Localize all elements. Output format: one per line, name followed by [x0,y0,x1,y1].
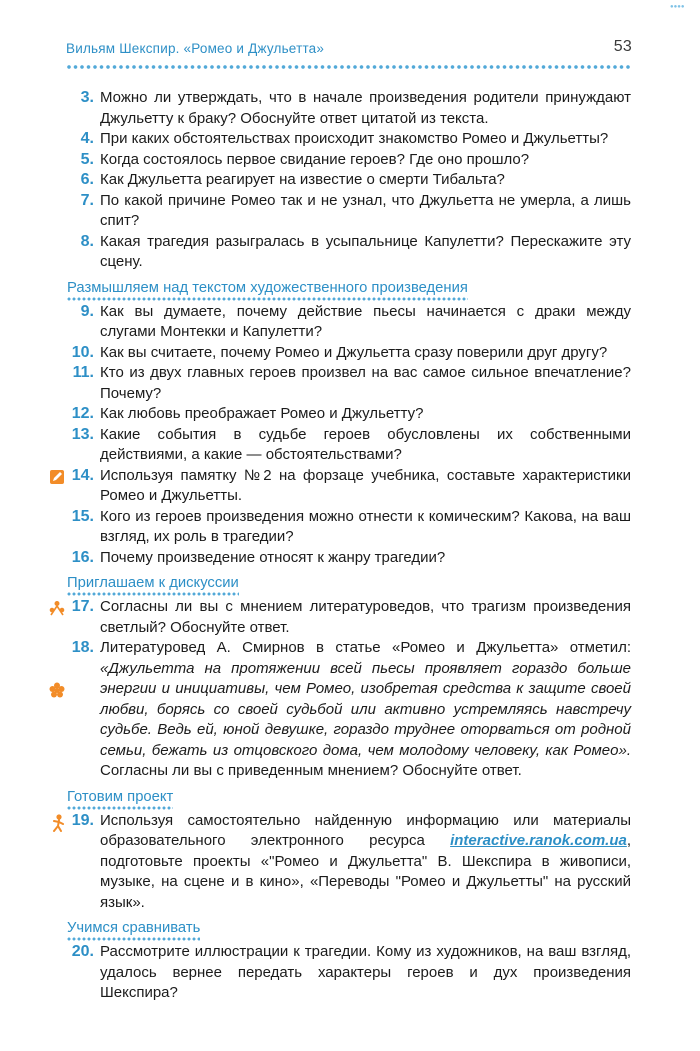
section-dotted-underline [67,806,173,810]
resource-link[interactable]: interactive.ranok.com.ua [450,832,627,849]
question-text: Кто из двух главных героев произвел на вас самое сильное впечатление? Почему? [100,364,631,402]
section-heading-project [67,787,173,807]
question-text: Как Джульетта реагирует на известие о смерти Тибальта? [100,171,505,188]
question-11 [0,363,700,404]
question-14 [0,466,700,507]
question-text: Когда состоялось первое свидание героев? Где оно прошло? [100,150,530,168]
question-number: 16. [71,548,94,566]
question-3 [0,88,700,129]
section-heading-compare [67,918,200,938]
question-number: 4. [80,130,94,147]
question-9 [0,302,700,343]
question-text: Как вы считаете, почему Ромео и Джульетта сразу поверили друг другу? [100,343,608,361]
question-text: При каких обстоятельствах происходит знакомство Ромео и Джульетты? [100,130,609,147]
flower-icon [49,682,65,698]
question-number: 9. [80,302,94,320]
question-text: Почему произведение относят к жанру трагедии? [100,548,446,566]
question-10 [0,343,700,364]
section-heading-discuss [67,573,239,593]
question-number: 15. [71,507,94,525]
critic-quote: «Джульетта на протяжении всей пьесы проявляет гораздо больше энергии и инициативы, чем Ромео, изобретая средства к защите своей любви, борясь со своей судьбой или активно устремляясь навстречу судьбе. Ведь ей, юной девушке, гораздо труднее оторваться от родной семьи, бежать из отцовского дома, чем молодому человеку, как Ромео». [100,659,631,759]
question-text: Используя памятку №2 на форзаце учебника, составьте характеристики Ромео и Джульетты. [100,466,631,504]
header-dotted-rule [66,63,632,71]
question-number: 13. [71,425,94,443]
question-15 [0,507,700,548]
question-19 [0,811,700,914]
question-number: 17. [71,598,94,615]
question-20 [0,942,700,1004]
question-number: 14. [71,466,94,484]
question-text [100,811,631,914]
question-12 [0,404,700,425]
question-number: 3. [80,89,94,106]
question-13 [0,425,700,466]
question-number: 6. [80,171,94,188]
question-number: 11. [72,364,94,381]
section-title: Готовим проект [67,788,174,805]
question-8 [0,232,700,273]
question-16 [0,548,700,569]
question-text-before: Используя самостоятельно найденную информацию или материалы образовательного электронного ресурса [100,811,631,849]
section-dotted-underline [67,297,468,301]
question-number: 10. [71,343,94,361]
question-number: 18. [71,639,94,656]
question-text: Как любовь преображает Ромео и Джульетту? [100,405,424,422]
question-7 [0,191,700,232]
section-title: Приглашаем к дискуссии [67,575,239,591]
section-title: Учимся сравнивать [67,920,201,936]
question-text: Согласны ли вы с мнением литературоведов, что трагизм произведения светлый? Обоснуйте ответ. [100,598,631,636]
question-5 [0,150,700,171]
question-number: 20. [71,943,94,960]
question-text [100,638,631,782]
question-text: Как вы думаете, почему действие пьесы начинается с драки между слугами Монтекки и Капулетти? [100,302,631,340]
question-text: Можно ли утверждать, что в начале произведения родители принуждают Джульетту к браку? Обоснуйте ответ цитатой из текста. [100,89,631,127]
section-title: Размышляем над текстом художественного произведения [67,279,468,296]
question-text: Какая трагедия разыгралась в усыпальнице Капулетти? Перескажите эту сцену. [100,232,631,270]
question-text: Рассмотрите иллюстрации к трагедии. Кому из художников, на ваш взгляд, удалось вернее передать характеры героев и дух произведения Шекспира? [100,943,631,1001]
question-number: 5. [80,150,94,168]
question-text: Какие события в судьбе героев обусловлены их собственными действиями, а какие — обстоятельствами? [100,425,631,463]
question-17 [0,597,700,638]
question-18 [0,638,700,782]
question-4 [0,129,700,150]
question-number: 7. [80,191,94,209]
question-outro: Согласны ли вы с приведенным мнением? Обоснуйте ответ. [100,762,522,779]
page-number: 53 [613,38,632,55]
header-title: Вильям Шекспир. «Ромео и Джульетта» [66,41,325,56]
section-dotted-underline [67,592,239,596]
question-text-after: , подготовьте проекты «"Ромео и Джульетта" В. Шекспира в живописи, музыке, на сцене и в кино», «Переводы "Ромео и Джульетты" на русский язык». [100,832,631,911]
section-dotted-underline [67,937,200,941]
section-heading-reflect [67,278,468,298]
page-content [0,88,700,1004]
question-number: 12. [71,405,94,422]
running-header [66,38,632,60]
question-6 [0,170,700,191]
question-number: 19. [71,811,94,829]
question-text: Кого из героев произведения можно отнести к комическим? Какова, на ваш взгляд, их роль в трагедии? [100,507,631,545]
question-intro: Литературовед А. Смирнов в статье «Ромео и Джульетта» отметил: [100,639,631,656]
question-text: По какой причине Ромео так и не узнал, что Джульетта не умерла, а лишь спит? [100,191,631,229]
question-number: 8. [80,232,94,250]
corner-decoration: ●●●● [670,4,685,10]
